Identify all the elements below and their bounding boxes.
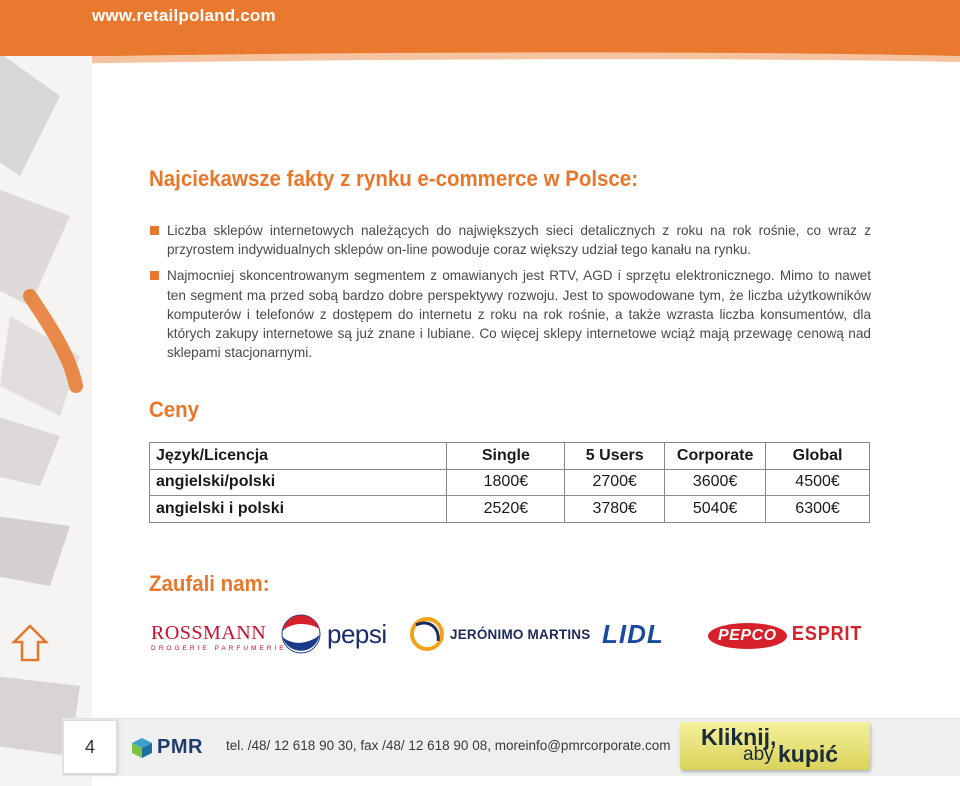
table-cell: angielski i polski (150, 496, 447, 523)
column-header-language: Język/Licencja (150, 443, 447, 470)
jeronimo-martins-wordmark: JERÓNIMO MARTINS (450, 626, 591, 642)
buy-button-label-line1: Kliknij, (701, 724, 777, 750)
clients-heading: Zaufali nam: (149, 571, 270, 596)
pepsi-globe-icon (281, 614, 321, 654)
column-header-global: Global (766, 443, 870, 470)
pepco-wordmark: PEPCO (708, 623, 787, 649)
pepsi-logo (281, 614, 387, 654)
square-bullet-icon (150, 271, 159, 280)
pepsi-wordmark: pepsi (327, 618, 387, 649)
jeronimo-martins-logo (408, 615, 590, 653)
table-cell: 6300€ (766, 496, 870, 523)
lidl-wordmark: LIDL (602, 619, 664, 649)
column-header-corporate: Corporate (665, 443, 766, 470)
table-row (150, 496, 870, 523)
jeronimo-martins-swirl-icon (408, 615, 446, 653)
header-banner (0, 0, 960, 56)
table-cell: 2700€ (565, 469, 665, 496)
lidl-logo (602, 619, 664, 650)
table-cell: 5040€ (665, 496, 766, 523)
fact-text: Liczba sklepów internetowych należących do największych sieci detalicznych z roku na rok rośnie, co wraz z przyrostem indywidualnych sklepów on-line powoduje coraz większy udział tego kanału na rynku. (167, 223, 871, 258)
prices-heading: Ceny (149, 397, 200, 422)
table-cell: angielski/polski (150, 469, 447, 496)
rossmann-wordmark: ROSSMANN (151, 622, 267, 644)
price-table (149, 442, 870, 523)
client-logos (149, 612, 864, 662)
facts-heading: Najciekawsze fakty z rynku e-commerce w Polsce: (149, 166, 639, 191)
table-cell: 3780€ (565, 496, 665, 523)
pepco-logo (708, 623, 787, 649)
list-item (149, 266, 871, 362)
rossmann-logo (151, 622, 287, 652)
fact-text: Najmocniej skoncentrowanym segmentem z omawianych jest RTV, AGD i sprzętu elektronicznego. Mimo to nawet ten segment ma przed sobą bardzo dobre perspektywy rozwoju. Jest to spowodowane tym, że liczba użytkowników komputerów i telefonów z dostępem do internetu z roku na rok rośnie, a także wzrasta liczba konsumentów, dla których zakupy internetowe są już znane i lubiane. Co więcej sklepy internetowe wciąż mają przewagę cenową nad sklepami stacjonarnymi. (167, 268, 871, 361)
table-cell: 1800€ (447, 469, 565, 496)
esprit-logo (788, 623, 866, 646)
facts-list (149, 221, 871, 369)
pmr-wordmark: PMR (157, 736, 203, 758)
column-header-single: Single (447, 443, 565, 470)
table-row (150, 469, 870, 496)
table-cell: 4500€ (766, 469, 870, 496)
pmr-cube-icon (131, 737, 153, 759)
page-number: 4 (63, 720, 117, 774)
site-url-link[interactable]: www.retailpoland.com (92, 6, 276, 25)
keyboard-background-decoration (0, 56, 92, 786)
column-header-5-users: 5 Users (565, 443, 665, 470)
pmr-logo (131, 736, 203, 759)
square-bullet-icon (150, 226, 159, 235)
contact-info: tel. /48/ 12 618 90 30, fax /48/ 12 618 90 08, moreinfo@pmrcorporate.com (226, 738, 671, 753)
table-header-row (150, 443, 870, 470)
list-item (149, 221, 871, 259)
table-cell: 2520€ (447, 496, 565, 523)
esprit-wordmark: ESPRIT (791, 623, 863, 645)
buy-button-label-aby: aby (743, 744, 774, 765)
rossmann-tagline: DROGERIE PARFUMERIE (151, 645, 287, 652)
buy-button[interactable] (680, 722, 870, 770)
table-cell: 3600€ (665, 469, 766, 496)
buy-button-label-kupic: kupić (778, 741, 839, 767)
